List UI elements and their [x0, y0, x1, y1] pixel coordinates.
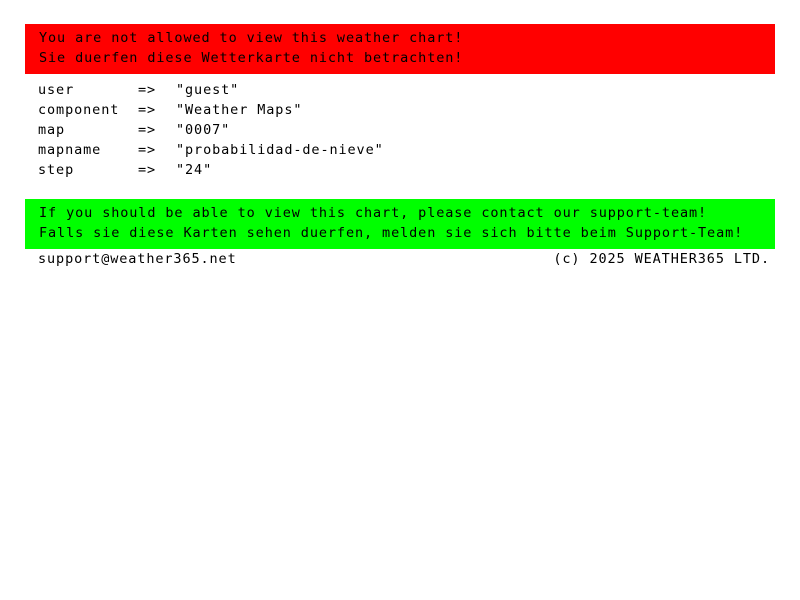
table-row — [38, 140, 758, 160]
table-row — [38, 160, 758, 180]
table-row — [38, 120, 758, 140]
param-key-user: user — [38, 82, 75, 98]
table-row — [38, 80, 758, 100]
parameter-list — [38, 80, 758, 180]
param-key-map: map — [38, 122, 66, 138]
param-key-component: component — [38, 102, 120, 118]
param-value-user: "guest" — [176, 82, 240, 98]
copyright-notice: (c) 2025 WEATHER365 LTD. — [553, 251, 770, 267]
support-banner — [25, 199, 775, 249]
param-arrow: => — [138, 142, 157, 158]
table-row — [38, 100, 758, 120]
error-message-de: Sie duerfen diese Wetterkarte nicht betrachten! — [39, 50, 464, 66]
param-value-step: "24" — [176, 162, 213, 178]
param-arrow: => — [138, 82, 157, 98]
support-message-en: If you should be able to view this chart, please contact our support-team! — [39, 205, 708, 221]
support-email-link[interactable]: support@weather365.net — [38, 251, 237, 267]
param-key-step: step — [38, 162, 75, 178]
param-arrow: => — [138, 102, 157, 118]
page-footer — [38, 250, 770, 268]
param-value-map: "0007" — [176, 122, 231, 138]
param-arrow: => — [138, 162, 157, 178]
param-value-mapname: "probabilidad-de-nieve" — [176, 142, 384, 158]
param-value-component: "Weather Maps" — [176, 102, 303, 118]
param-arrow: => — [138, 122, 157, 138]
error-message-en: You are not allowed to view this weather chart! — [39, 30, 464, 46]
error-banner — [25, 24, 775, 74]
param-key-mapname: mapname — [38, 142, 102, 158]
support-message-de: Falls sie diese Karten sehen duerfen, melden sie sich bitte beim Support-Team! — [39, 225, 744, 241]
